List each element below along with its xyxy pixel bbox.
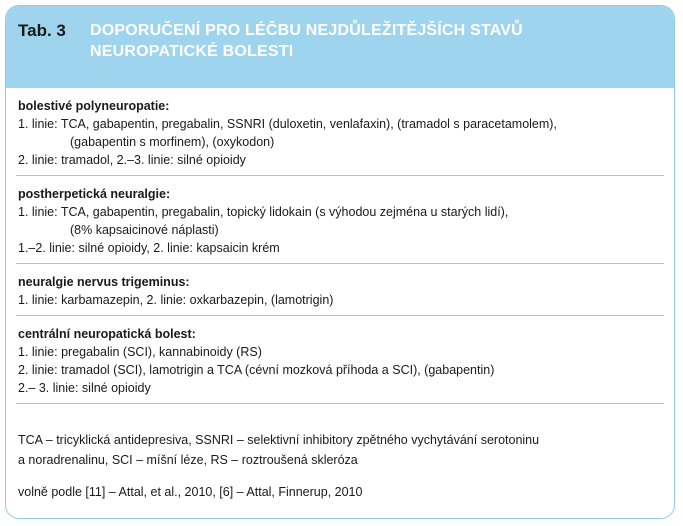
table-number: Tab. 3 (18, 21, 66, 40)
source-citation: volně podle [11] – Attal, et al., 2010, [6] – Attal, Finnerup, 2010 (18, 485, 363, 499)
section-heading: neuralgie nervus trigeminus: (18, 275, 190, 289)
section-line: (8% kapsaicinové náplasti) (70, 223, 219, 237)
table-title-line-2: NEUROPATICKÉ BOLESTI (90, 43, 294, 60)
section-heading: centrální neuropatická bolest: (18, 327, 196, 341)
footnote-line-1: TCA – tricyklická antidepresiva, SSNRI – selektivní inhibitory zpětného vychytávání serotoninu (18, 433, 540, 447)
section-polyneuropathy (16, 88, 664, 176)
section-line: 2.– 3. linie: silné opioidy (18, 381, 151, 395)
section-line: 1. linie: TCA, gabapentin, pregabalin, topický lidokain (s výhodou zejména u starých lidí), (18, 205, 509, 219)
section-line: 1.–2. linie: silné opioidy, 2. linie: kapsaicin krém (18, 241, 280, 255)
table-title-line-1: DOPORUČENÍ PRO LÉČBU NEJDŮLEŽITĚJŠÍCH STAVŮ (90, 22, 523, 39)
section-line: (gabapentin s morfinem), (oxykodon) (70, 135, 275, 149)
section-line: 2. linie: tramadol (SCI), lamotrigin a TCA (cévní mozková příhoda a SCI), (gabapentin) (18, 363, 495, 377)
footnote-line-2: a noradrenalinu, SCI – míšní léze, RS – roztroušená skleróza (18, 453, 358, 467)
table-title (90, 20, 523, 62)
table-box (5, 5, 675, 519)
section-line: 1. linie: TCA, gabapentin, pregabalin, SSNRI (duloxetin, venlafaxin), (tramadol s paracetamolem), (18, 117, 557, 131)
section-postherpetic-neuralgia (16, 176, 664, 264)
section-line: 1. linie: karbamazepin, 2. linie: oxkarbazepin, (lamotrigin) (18, 293, 334, 307)
section-trigeminal-neuralgia (16, 264, 664, 316)
section-central-neuropathic-pain (16, 316, 664, 404)
abbreviations-footnote (16, 404, 664, 470)
table-header (6, 6, 674, 88)
section-heading: postherpetická neuralgie: (18, 187, 171, 201)
section-line: 1. linie: pregabalin (SCI), kannabinoidy (RS) (18, 345, 262, 359)
section-heading: bolestivé polyneuropatie: (18, 99, 170, 113)
section-line: 2. linie: tramadol, 2.–3. linie: silné opioidy (18, 153, 246, 167)
